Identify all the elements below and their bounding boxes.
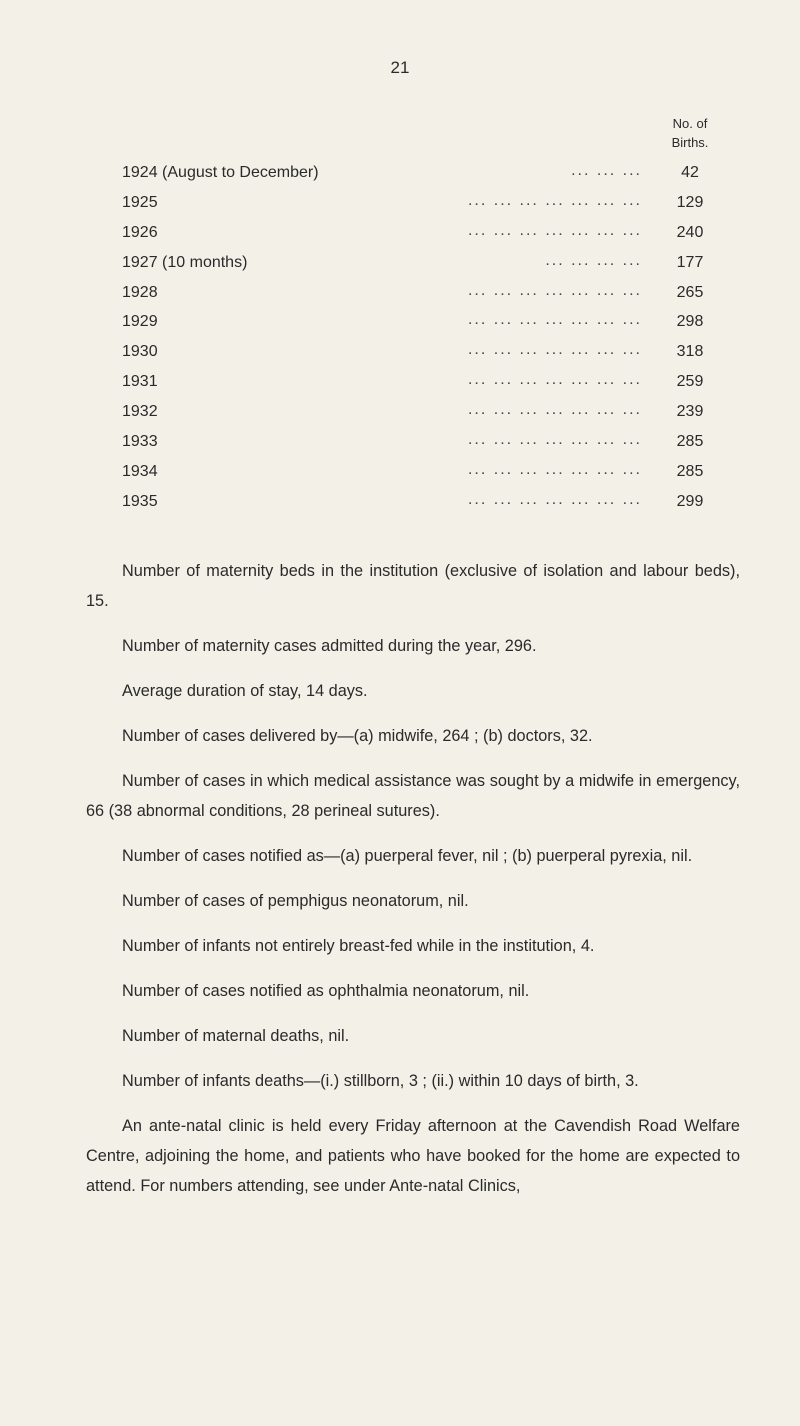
row-leaders: ... ... ... ... ... ... ... (467, 191, 642, 209)
row-count: 299 (676, 492, 704, 510)
table-row (122, 489, 742, 519)
row-count: 259 (676, 373, 704, 391)
row-year: 1931 (122, 373, 158, 391)
paragraph: Number of cases notified as ophthalmia neonatorum, nil. (122, 982, 530, 1000)
row-leaders: ... ... ... ... ... ... ... (467, 371, 642, 389)
table-row (122, 309, 742, 339)
row-leaders: ... ... ... ... ... ... ... (467, 221, 642, 239)
row-leaders: ... ... ... ... ... ... ... (467, 490, 642, 508)
row-year: 1924 (August to December) (122, 164, 319, 181)
row-year: 1928 (122, 283, 158, 301)
row-year: 1930 (122, 343, 158, 361)
row-count: 285 (676, 462, 704, 480)
row-count: 42 (681, 164, 699, 181)
paragraph: Number of cases in which medical assistance was sought by a midwife in emergency, 66 (38 abnormal conditions, 28 perineal sutures). (86, 772, 740, 820)
table-row (122, 250, 742, 280)
paragraph: Number of maternity cases admitted during the year, 296. (122, 637, 537, 655)
paragraph: Number of infants not entirely breast-fed while in the institution, 4. (122, 937, 595, 955)
row-count: 285 (676, 433, 704, 451)
table-row (122, 369, 742, 399)
row-count: 240 (676, 223, 704, 241)
paragraph: An ante-natal clinic is held every Friday afternoon at the Cavendish Road Welfare Centre, adjoining the home, and patients who have booked for the home are expected to attend. For numbers attending, see under Ante-natal Clinics, (86, 1117, 740, 1195)
row-leaders: ... ... ... ... ... ... ... (467, 460, 642, 478)
row-count: 265 (676, 283, 704, 301)
row-year: 1933 (122, 433, 158, 451)
row-year: 1929 (122, 313, 158, 331)
paragraph: Number of maternity beds in the institution (exclusive of isolation and labour beds), 15. (86, 562, 740, 610)
table-row (122, 160, 742, 190)
births-table (122, 160, 742, 519)
page-number: 21 (390, 58, 410, 77)
row-year: 1932 (122, 403, 158, 421)
table-row (122, 399, 742, 429)
row-leaders: ... ... ... ... ... ... ... (467, 311, 642, 329)
table-row (122, 339, 742, 369)
row-year: 1925 (122, 193, 158, 211)
row-leaders: ... ... ... ... ... ... ... (467, 281, 642, 299)
paragraph: Number of cases of pemphigus neonatorum, nil. (122, 892, 469, 910)
row-year: 1926 (122, 223, 158, 241)
paragraph: Number of maternal deaths, nil. (122, 1027, 350, 1045)
row-leaders: ... ... ... ... ... ... ... (467, 401, 642, 419)
paragraph: Average duration of stay, 14 days. (122, 682, 368, 700)
row-year: 1934 (122, 462, 158, 480)
table-row (122, 220, 742, 250)
table-row (122, 190, 742, 220)
row-count: 318 (676, 343, 704, 361)
row-count: 129 (676, 193, 704, 211)
row-year: 1935 (122, 492, 158, 510)
paragraph: Number of infants deaths—(i.) stillborn, 3 ; (ii.) within 10 days of birth, 3. (122, 1072, 639, 1090)
births-header-line1: No. of (672, 116, 708, 131)
table-row (122, 280, 742, 310)
row-leaders: ... ... ... ... ... ... ... (467, 341, 642, 359)
row-count: 239 (676, 403, 704, 421)
table-row (122, 459, 742, 489)
row-leaders: ... ... ... ... (545, 251, 642, 269)
row-count: 177 (676, 253, 704, 271)
row-leaders: ... ... ... ... ... ... ... (467, 431, 642, 449)
row-year: 1927 (10 months) (122, 253, 248, 271)
row-count: 298 (676, 313, 704, 331)
paragraph: Number of cases notified as—(a) puerperal fever, nil ; (b) puerperal pyrexia, nil. (122, 847, 693, 865)
table-row (122, 429, 742, 459)
births-header-line2: Births. (671, 135, 709, 150)
row-leaders: ... ... ... (571, 162, 642, 179)
paragraph: Number of cases delivered by—(a) midwife, 264 ; (b) doctors, 32. (122, 727, 593, 745)
body-text (86, 556, 740, 1216)
births-column-header (640, 114, 740, 152)
